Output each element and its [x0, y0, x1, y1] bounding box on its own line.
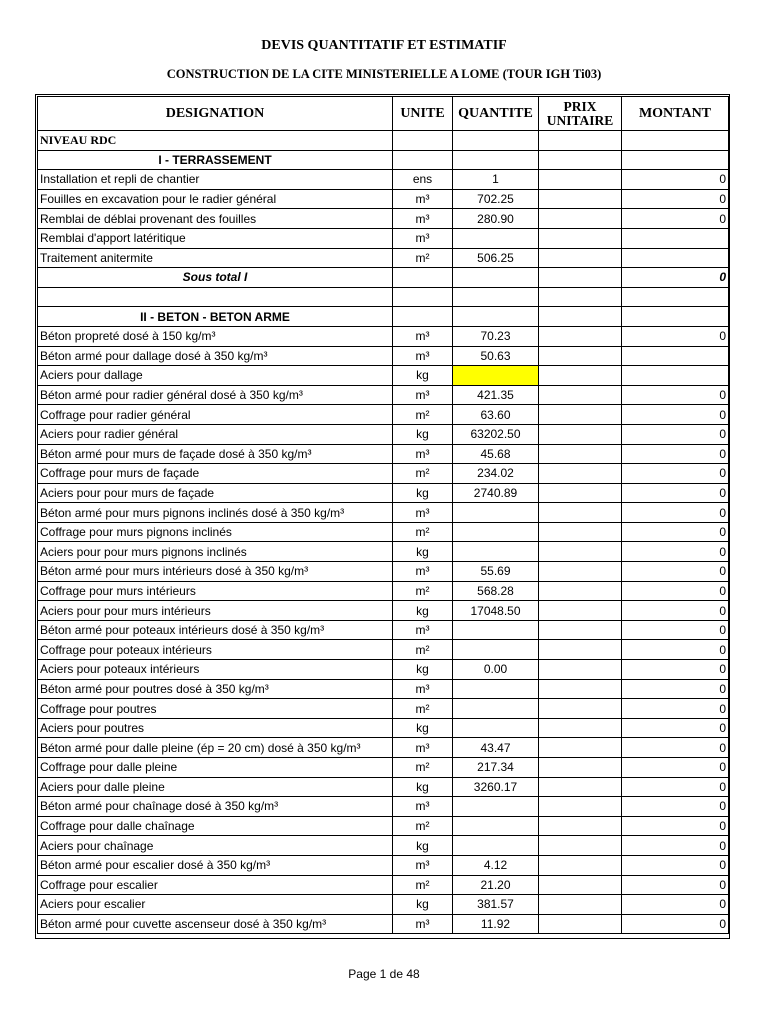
cell-prix-unitaire	[539, 248, 622, 268]
cell-quantite: 45.68	[453, 444, 539, 464]
cell-prix-unitaire	[539, 679, 622, 699]
page-number: Page 1 de 48	[348, 967, 420, 981]
cell-designation: Remblai de déblai provenant des fouilles	[38, 209, 393, 229]
cell-quantite: 21.20	[453, 875, 539, 895]
cell-prix-unitaire	[539, 170, 622, 190]
cell-unite: m²	[393, 522, 453, 542]
cell-designation: Aciers pour pour murs pignons inclinés	[38, 542, 393, 562]
cell-quantite	[453, 287, 539, 307]
cell-prix-unitaire	[539, 268, 622, 288]
cell-prix-unitaire	[539, 914, 622, 934]
cell-montant	[622, 307, 729, 327]
cell-designation: Coffrage pour dalle chaînage	[38, 816, 393, 836]
cell-unite: m³	[393, 189, 453, 209]
cell-designation: Fouilles en excavation pour le radier général	[38, 189, 393, 209]
cell-prix-unitaire	[539, 836, 622, 856]
cell-montant	[622, 131, 729, 151]
cell-quantite: 421.35	[453, 385, 539, 405]
table-row	[38, 346, 729, 366]
cell-unite: ens	[393, 170, 453, 190]
cell-montant: 0	[622, 562, 729, 582]
cell-designation: Béton armé pour dallage dosé à 350 kg/m³	[38, 346, 393, 366]
cell-montant: 0	[622, 464, 729, 484]
cell-unite: kg	[393, 777, 453, 797]
cell-prix-unitaire	[539, 620, 622, 640]
cell-montant: 0	[622, 679, 729, 699]
cell-prix-unitaire	[539, 228, 622, 248]
cell-unite	[393, 268, 453, 288]
table-row	[38, 816, 729, 836]
table-row	[38, 581, 729, 601]
cell-montant	[622, 287, 729, 307]
table-row	[38, 836, 729, 856]
table-row	[38, 307, 729, 327]
cell-designation: I - TERRASSEMENT	[38, 150, 393, 170]
cell-unite: m³	[393, 738, 453, 758]
cell-designation: Béton armé pour murs intérieurs dosé à 350 kg/m³	[38, 562, 393, 582]
document-subtitle: CONSTRUCTION DE LA CITE MINISTERIELLE A LOME (TOUR IGH Ti03)	[166, 67, 602, 81]
cell-unite: m³	[393, 914, 453, 934]
cell-unite: m²	[393, 699, 453, 719]
cell-designation: Aciers pour dalle pleine	[38, 777, 393, 797]
cell-unite: m³	[393, 562, 453, 582]
cell-prix-unitaire	[539, 797, 622, 817]
cell-montant: 0	[622, 268, 729, 288]
cell-quantite: 55.69	[453, 562, 539, 582]
cell-designation: Coffrage pour poutres	[38, 699, 393, 719]
cell-designation: Aciers pour chaînage	[38, 836, 393, 856]
cell-montant: 0	[622, 855, 729, 875]
cell-designation: Sous total I	[38, 268, 393, 288]
cell-prix-unitaire	[539, 366, 622, 386]
cell-unite: m²	[393, 464, 453, 484]
cell-unite: m³	[393, 679, 453, 699]
cell-prix-unitaire	[539, 346, 622, 366]
table-row	[38, 268, 729, 288]
table-row	[38, 875, 729, 895]
cell-quantite: 234.02	[453, 464, 539, 484]
cell-designation: Coffrage pour murs intérieurs	[38, 581, 393, 601]
table-row	[38, 248, 729, 268]
table-row	[38, 660, 729, 680]
cell-prix-unitaire	[539, 738, 622, 758]
cell-quantite	[453, 816, 539, 836]
cell-prix-unitaire	[539, 464, 622, 484]
cell-quantite	[453, 522, 539, 542]
cell-designation: Aciers pour poteaux intérieurs	[38, 660, 393, 680]
cell-montant: 0	[622, 405, 729, 425]
cell-designation: Traitement anitermite	[38, 248, 393, 268]
cell-prix-unitaire	[539, 875, 622, 895]
cell-montant: 0	[622, 503, 729, 523]
table-row	[38, 366, 729, 386]
cell-prix-unitaire	[539, 287, 622, 307]
table-row	[38, 679, 729, 699]
cell-unite: m³	[393, 346, 453, 366]
cell-quantite: 11.92	[453, 914, 539, 934]
cell-quantite	[453, 679, 539, 699]
cell-montant: 0	[622, 836, 729, 856]
cell-montant: 0	[622, 385, 729, 405]
header-designation: DESIGNATION	[38, 97, 393, 131]
table-row	[38, 287, 729, 307]
table-row	[38, 424, 729, 444]
table-row	[38, 601, 729, 621]
cell-designation: Aciers pour dallage	[38, 366, 393, 386]
cell-montant: 0	[622, 601, 729, 621]
cell-prix-unitaire	[539, 718, 622, 738]
cell-montant: 0	[622, 424, 729, 444]
table-row	[38, 464, 729, 484]
cell-prix-unitaire	[539, 503, 622, 523]
cell-montant: 0	[622, 209, 729, 229]
cell-unite: kg	[393, 660, 453, 680]
cell-quantite: 43.47	[453, 738, 539, 758]
table-row	[38, 718, 729, 738]
header-quantite: QUANTITE	[453, 97, 539, 131]
cell-quantite: 217.34	[453, 758, 539, 778]
cell-prix-unitaire	[539, 307, 622, 327]
table-row	[38, 797, 729, 817]
cell-prix-unitaire	[539, 405, 622, 425]
cell-quantite: 3260.17	[453, 777, 539, 797]
cell-quantite	[453, 718, 539, 738]
cell-unite: m³	[393, 209, 453, 229]
table-row	[38, 405, 729, 425]
cell-montant: 0	[622, 444, 729, 464]
cell-prix-unitaire	[539, 542, 622, 562]
cell-montant: 0	[622, 777, 729, 797]
cell-quantite	[453, 268, 539, 288]
cell-unite: m³	[393, 326, 453, 346]
cell-montant: 0	[622, 660, 729, 680]
cell-quantite	[453, 150, 539, 170]
table-row	[38, 738, 729, 758]
cell-montant: 0	[622, 326, 729, 346]
cell-montant: 0	[622, 522, 729, 542]
table-row	[38, 640, 729, 660]
cell-montant: 0	[622, 542, 729, 562]
cell-unite	[393, 307, 453, 327]
cell-prix-unitaire	[539, 699, 622, 719]
cell-unite: m²	[393, 248, 453, 268]
table-row	[38, 483, 729, 503]
cell-designation: Béton armé pour radier général dosé à 350 kg/m³	[38, 385, 393, 405]
cell-quantite: 0.00	[453, 660, 539, 680]
cell-unite: m³	[393, 503, 453, 523]
table-header-row	[38, 97, 729, 131]
cell-montant: 0	[622, 699, 729, 719]
cell-unite: m³	[393, 228, 453, 248]
cell-unite	[393, 150, 453, 170]
cell-unite: m²	[393, 405, 453, 425]
cell-montant	[622, 366, 729, 386]
cell-quantite	[453, 797, 539, 817]
cell-prix-unitaire	[539, 816, 622, 836]
cell-prix-unitaire	[539, 209, 622, 229]
table-row	[38, 189, 729, 209]
cell-designation: Coffrage pour dalle pleine	[38, 758, 393, 778]
cell-designation: Aciers pour radier général	[38, 424, 393, 444]
cell-designation: Béton armé pour poteaux intérieurs dosé à 350 kg/m³	[38, 620, 393, 640]
cell-unite: m²	[393, 875, 453, 895]
cell-unite: kg	[393, 483, 453, 503]
cell-designation: Aciers pour poutres	[38, 718, 393, 738]
cell-unite: kg	[393, 895, 453, 915]
cell-prix-unitaire	[539, 895, 622, 915]
cell-unite: m²	[393, 816, 453, 836]
cell-quantite	[453, 366, 539, 386]
cell-unite: m²	[393, 581, 453, 601]
cell-unite: kg	[393, 424, 453, 444]
cell-quantite	[453, 131, 539, 151]
cell-montant	[622, 228, 729, 248]
cell-prix-unitaire	[539, 522, 622, 542]
cell-designation: Aciers pour pour murs intérieurs	[38, 601, 393, 621]
table-row	[38, 542, 729, 562]
cell-montant: 0	[622, 758, 729, 778]
cell-prix-unitaire	[539, 758, 622, 778]
cell-quantite: 1	[453, 170, 539, 190]
table-row	[38, 209, 729, 229]
cell-unite: m²	[393, 640, 453, 660]
cell-montant	[622, 150, 729, 170]
cell-quantite: 63202.50	[453, 424, 539, 444]
cell-quantite: 702.25	[453, 189, 539, 209]
header-montant: MONTANT	[622, 97, 729, 131]
cell-unite: kg	[393, 542, 453, 562]
cell-quantite	[453, 640, 539, 660]
cell-designation: Installation et repli de chantier	[38, 170, 393, 190]
table-row	[38, 326, 729, 346]
cell-prix-unitaire	[539, 855, 622, 875]
cell-prix-unitaire	[539, 581, 622, 601]
cell-designation: Aciers pour escalier	[38, 895, 393, 915]
cell-designation: Béton armé pour dalle pleine (ép = 20 cm) dosé à 350 kg/m³	[38, 738, 393, 758]
cell-designation: Coffrage pour escalier	[38, 875, 393, 895]
cell-unite: m³	[393, 620, 453, 640]
cell-designation: Remblai d'apport latéritique	[38, 228, 393, 248]
cell-quantite	[453, 503, 539, 523]
cell-designation: Béton armé pour escalier dosé à 350 kg/m³	[38, 855, 393, 875]
cell-designation: NIVEAU RDC	[38, 131, 393, 151]
table-row	[38, 855, 729, 875]
cell-designation	[38, 287, 393, 307]
cell-designation: Béton armé pour poutres dosé à 350 kg/m³	[38, 679, 393, 699]
cell-designation: Béton armé pour cuvette ascenseur dosé à 350 kg/m³	[38, 914, 393, 934]
cell-unite: kg	[393, 601, 453, 621]
cell-designation: Aciers pour pour murs de façade	[38, 483, 393, 503]
cell-unite: m³	[393, 855, 453, 875]
cell-prix-unitaire	[539, 562, 622, 582]
cell-montant	[622, 346, 729, 366]
cell-montant: 0	[622, 581, 729, 601]
cell-quantite	[453, 307, 539, 327]
cell-montant	[622, 248, 729, 268]
cell-unite: kg	[393, 366, 453, 386]
header-prix-line2: UNITAIRE	[546, 112, 614, 128]
cell-quantite: 568.28	[453, 581, 539, 601]
table-row	[38, 562, 729, 582]
header-unite: UNITE	[393, 97, 453, 131]
cell-quantite	[453, 542, 539, 562]
table-row	[38, 228, 729, 248]
cell-quantite: 50.63	[453, 346, 539, 366]
table-row	[38, 131, 729, 151]
cell-unite	[393, 287, 453, 307]
cell-designation: Béton armé pour murs pignons inclinés dosé à 350 kg/m³	[38, 503, 393, 523]
cell-unite: m³	[393, 444, 453, 464]
cell-quantite: 17048.50	[453, 601, 539, 621]
cell-prix-unitaire	[539, 385, 622, 405]
cell-montant: 0	[622, 170, 729, 190]
cell-designation: Béton armé pour murs de façade dosé à 350 kg/m³	[38, 444, 393, 464]
table-row	[38, 170, 729, 190]
cell-montant: 0	[622, 875, 729, 895]
table-row	[38, 895, 729, 915]
cell-montant: 0	[622, 914, 729, 934]
estimate-table	[37, 96, 729, 934]
table-row	[38, 444, 729, 464]
cell-unite: kg	[393, 718, 453, 738]
cell-designation: Coffrage pour murs pignons inclinés	[38, 522, 393, 542]
cell-montant: 0	[622, 797, 729, 817]
cell-unite: kg	[393, 836, 453, 856]
table-row	[38, 503, 729, 523]
header-prix-unitaire	[539, 97, 622, 131]
cell-montant: 0	[622, 620, 729, 640]
cell-prix-unitaire	[539, 326, 622, 346]
table-row	[38, 150, 729, 170]
cell-quantite	[453, 228, 539, 248]
cell-unite: m²	[393, 758, 453, 778]
cell-designation: Béton propreté dosé à 150 kg/m³	[38, 326, 393, 346]
cell-montant: 0	[622, 483, 729, 503]
cell-quantite	[453, 620, 539, 640]
cell-designation: Coffrage pour poteaux intérieurs	[38, 640, 393, 660]
cell-quantite: 63.60	[453, 405, 539, 425]
cell-prix-unitaire	[539, 777, 622, 797]
table-row	[38, 522, 729, 542]
cell-montant: 0	[622, 738, 729, 758]
cell-unite	[393, 131, 453, 151]
cell-quantite: 2740.89	[453, 483, 539, 503]
cell-quantite: 70.23	[453, 326, 539, 346]
cell-prix-unitaire	[539, 483, 622, 503]
cell-montant: 0	[622, 718, 729, 738]
cell-montant: 0	[622, 640, 729, 660]
cell-quantite: 506.25	[453, 248, 539, 268]
table-row	[38, 777, 729, 797]
cell-unite: m³	[393, 385, 453, 405]
table-row	[38, 914, 729, 934]
header-prix-line1: PRIX	[563, 98, 597, 114]
cell-quantite: 4.12	[453, 855, 539, 875]
cell-unite: m³	[393, 797, 453, 817]
table-row	[38, 699, 729, 719]
cell-quantite	[453, 699, 539, 719]
table-row	[38, 385, 729, 405]
cell-prix-unitaire	[539, 601, 622, 621]
cell-prix-unitaire	[539, 640, 622, 660]
cell-prix-unitaire	[539, 444, 622, 464]
cell-prix-unitaire	[539, 660, 622, 680]
cell-prix-unitaire	[539, 424, 622, 444]
cell-prix-unitaire	[539, 131, 622, 151]
table-row	[38, 758, 729, 778]
cell-designation: II - BETON - BETON ARME	[38, 307, 393, 327]
cell-designation: Coffrage pour radier général	[38, 405, 393, 425]
document-title: DEVIS QUANTITATIF ET ESTIMATIF	[261, 38, 507, 53]
cell-prix-unitaire	[539, 189, 622, 209]
cell-prix-unitaire	[539, 150, 622, 170]
cell-quantite	[453, 836, 539, 856]
cell-quantite: 280.90	[453, 209, 539, 229]
cell-montant: 0	[622, 895, 729, 915]
cell-designation: Béton armé pour chaînage dosé à 350 kg/m³	[38, 797, 393, 817]
cell-montant: 0	[622, 816, 729, 836]
cell-montant: 0	[622, 189, 729, 209]
cell-quantite: 381.57	[453, 895, 539, 915]
cell-designation: Coffrage pour murs de façade	[38, 464, 393, 484]
table-row	[38, 620, 729, 640]
